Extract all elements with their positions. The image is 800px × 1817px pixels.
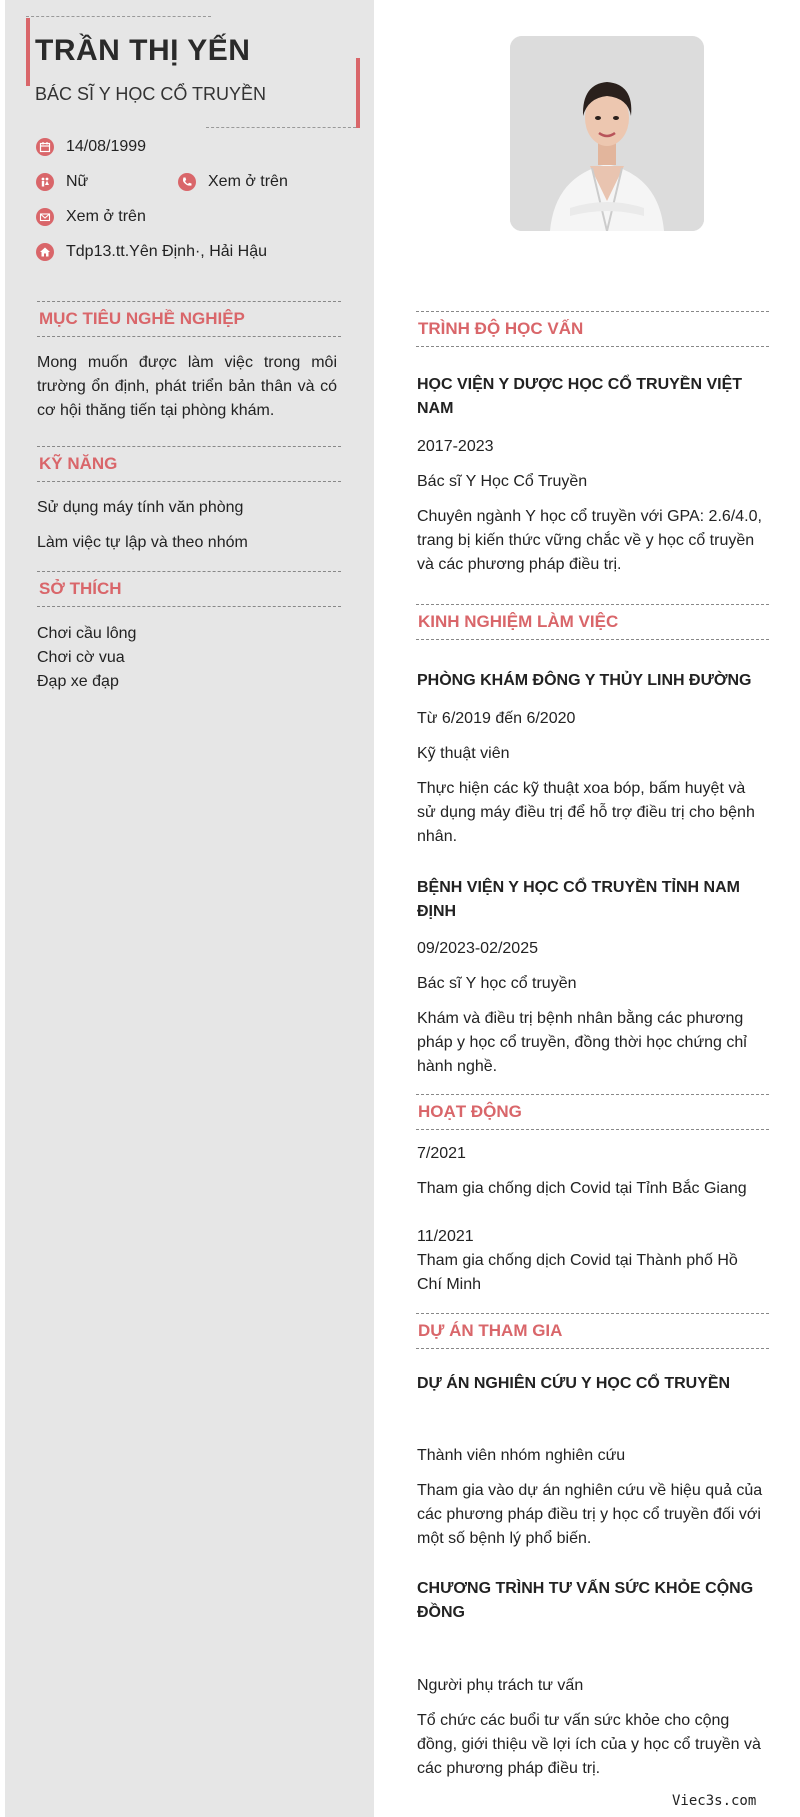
experience-section-header xyxy=(416,604,769,640)
experience-period: 09/2023-02/2025 xyxy=(417,940,538,957)
gender-icon xyxy=(36,173,54,191)
experience-title: KINH NGHIỆM LÀM VIỆC xyxy=(418,612,619,631)
project-role: Thành viên nhóm nghiên cứu xyxy=(417,1447,626,1464)
objective-section-header xyxy=(37,301,341,337)
gender-row xyxy=(36,173,88,191)
experience-description: Thực hiện các kỹ thuật xoa bóp, bấm huyệt và sử dụng máy điều trị để hỗ trợ điều trị cho bệnh nhân. xyxy=(417,780,755,845)
education-section-header xyxy=(416,311,769,347)
phone-icon xyxy=(178,173,196,191)
project-role: Người phụ trách tư vấn xyxy=(417,1677,584,1694)
envelope-icon xyxy=(36,208,54,226)
objective-text: Mong muốn được làm việc trong môi trường ổn định, phát triển bản thân và có cơ hội thăng tiến tại phòng khám. xyxy=(37,354,337,419)
experience-period: Từ 6/2019 đến 6/2020 xyxy=(417,710,576,727)
address-row xyxy=(36,243,267,261)
birthdate-row xyxy=(36,138,146,156)
activities-title: HOẠT ĐỘNG xyxy=(418,1102,522,1121)
candidate-name: TRẦN THỊ YẾN xyxy=(35,34,251,67)
projects-title: DỰ ÁN THAM GIA xyxy=(418,1321,563,1340)
activity-text: Tham gia chống dịch Covid tại Thành phố Hồ Chí Minh xyxy=(417,1252,738,1293)
hobby-item: Chơi cầu lông xyxy=(37,625,137,642)
skill-item: Làm việc tự lập và theo nhóm xyxy=(37,534,248,551)
activity-period: 11/2021 xyxy=(417,1228,474,1245)
gender-value: Nữ xyxy=(66,173,89,190)
home-icon xyxy=(36,243,54,261)
address-value: Tdp13.tt.Yên Định·, Hải Hậu xyxy=(66,243,267,260)
experience-description: Khám và điều trị bệnh nhân bằng các phương pháp y học cổ truyền, đồng thời học chứng chỉ hành nghề. xyxy=(417,1010,747,1075)
sidebar xyxy=(5,0,374,1817)
watermark: Viec3s.com xyxy=(672,1793,757,1809)
hobbies-title: SỞ THÍCH xyxy=(39,579,122,598)
activity-text: Tham gia chống dịch Covid tại Tỉnh Bắc Giang xyxy=(417,1180,747,1197)
project-description: Tham gia vào dự án nghiên cứu về hiệu quả của các phương pháp điều trị y học cổ truyền đối với một số bệnh lý phổ biến. xyxy=(417,1482,763,1547)
portrait-illustration xyxy=(510,36,704,231)
hobbies-section-header xyxy=(37,571,341,607)
education-degree: Bác sĩ Y Học Cổ Truyền xyxy=(417,473,588,490)
activity-period: 7/2021 xyxy=(417,1145,466,1162)
project-name: CHƯƠNG TRÌNH TƯ VẤN SỨC KHỎE CỘNG ĐỒNG xyxy=(417,1580,754,1621)
calendar-icon xyxy=(36,138,54,156)
hobby-item: Đạp xe đạp xyxy=(37,673,119,690)
name-top-divider xyxy=(26,16,211,17)
phone-row xyxy=(178,173,288,191)
projects-section-header xyxy=(416,1313,769,1349)
project-name: DỰ ÁN NGHIÊN CỨU Y HỌC CỔ TRUYỀN xyxy=(417,1375,731,1392)
education-school: HỌC VIỆN Y DƯỢC HỌC CỔ TRUYỀN VIỆT NAM xyxy=(417,376,743,417)
education-period: 2017-2023 xyxy=(417,438,494,455)
email-value: Xem ở trên xyxy=(66,208,146,225)
birthdate-value: 14/08/1999 xyxy=(66,138,147,155)
skills-section-header xyxy=(37,446,341,482)
education-title: TRÌNH ĐỘ HỌC VẤN xyxy=(418,319,584,338)
education-description: Chuyên ngành Y học cổ truyền với GPA: 2.6/4.0, trang bị kiến thức vững chắc về y học cổ truyền và các phương pháp điều trị. xyxy=(417,508,762,573)
skills-title: KỸ NĂNG xyxy=(39,454,118,473)
experience-company: PHÒNG KHÁM ĐÔNG Y THỦY LINH ĐƯỜNG xyxy=(417,672,752,689)
experience-role: Kỹ thuật viên xyxy=(417,745,510,762)
hobby-item: Chơi cờ vua xyxy=(37,649,125,666)
experience-company: BỆNH VIỆN Y HỌC CỔ TRUYỀN TỈNH NAM ĐỊNH xyxy=(417,879,740,920)
email-row xyxy=(36,208,146,226)
objective-title: MỤC TIÊU NGHỀ NGHIỆP xyxy=(39,309,245,328)
skill-item: Sử dụng máy tính văn phòng xyxy=(37,499,244,516)
project-description: Tổ chức các buổi tư vấn sức khỏe cho cộng đồng, giới thiệu về lợi ích của y học cổ truyền và các phương pháp điều trị. xyxy=(417,1712,761,1777)
experience-role: Bác sĩ Y học cổ truyền xyxy=(417,975,577,992)
name-right-accent-bar xyxy=(356,58,360,128)
phone-value: Xem ở trên xyxy=(208,173,288,190)
job-title: BÁC SĨ Y HỌC CỔ TRUYỀN xyxy=(35,84,267,104)
name-left-accent-bar xyxy=(26,18,30,86)
profile-photo xyxy=(510,36,704,231)
name-bottom-divider xyxy=(206,127,356,128)
activities-section-header xyxy=(416,1094,769,1130)
